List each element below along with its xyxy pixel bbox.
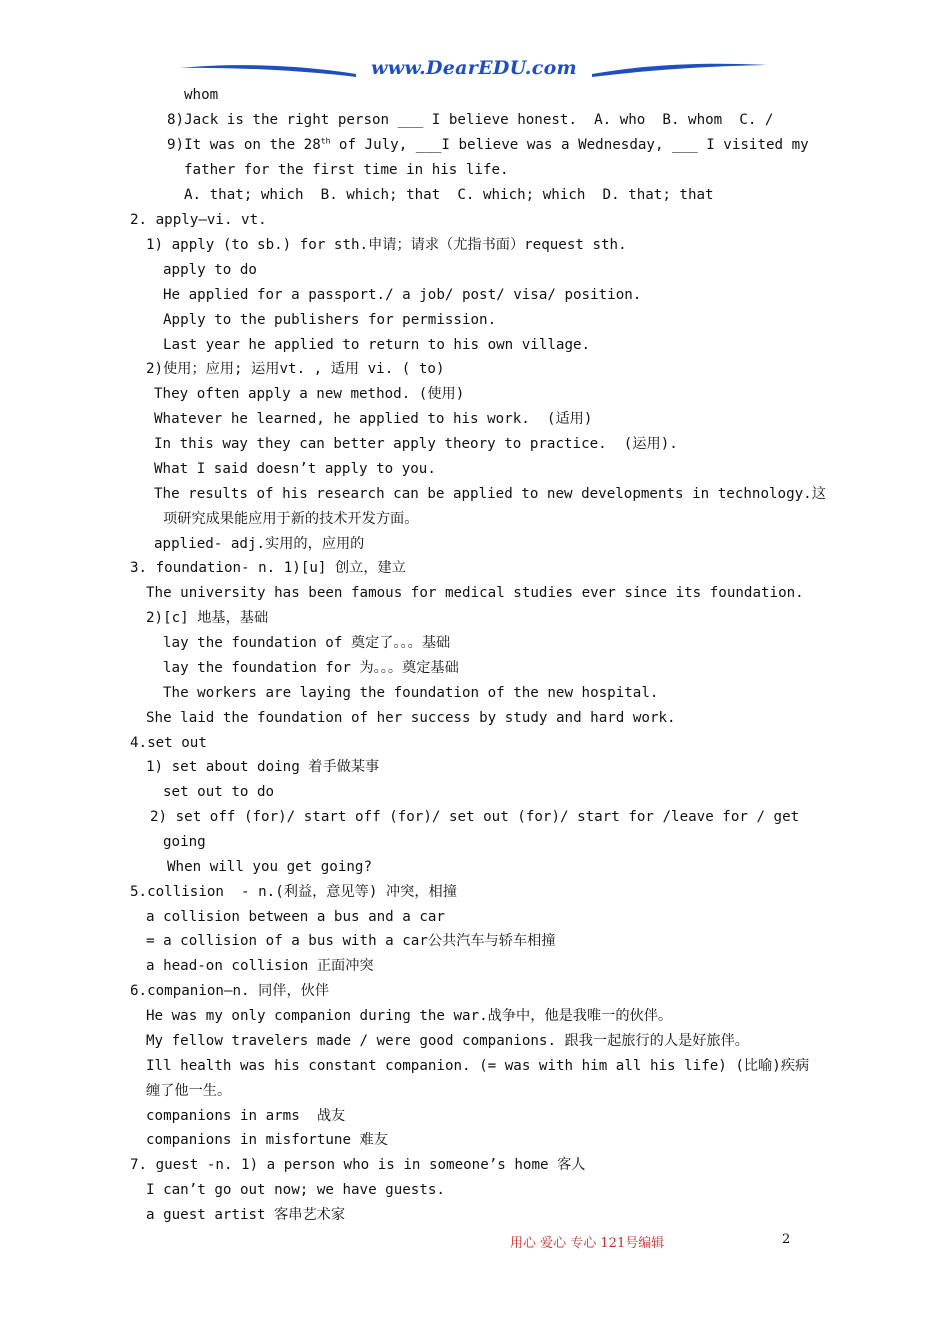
site-url[interactable]: www.DearEDU.com: [371, 57, 577, 79]
text-line: When will you get going?: [167, 859, 372, 875]
text-line: father for the first time in his life.: [184, 162, 509, 178]
text-line: 5.collision - n.(利益，意见等) 冲突，相撞: [130, 884, 457, 900]
text-line: A. that; which B. which; that C. which; which D. that; that: [184, 187, 714, 203]
text-line: They often apply a new method. (使用): [154, 386, 465, 402]
text-line: companions in misfortune 难友: [146, 1132, 388, 1148]
text-line: The workers are laying the foundation of the new hospital.: [163, 685, 659, 701]
text-line: He was my only companion during the war.战争中，他是我唯一的伙伴。: [146, 1008, 673, 1024]
text-line: whom: [184, 87, 219, 103]
text-line: 2)[c] 地基，基础: [146, 610, 269, 626]
text-line: 2)使用；应用; 运用vt. , 适用 vi. ( to): [146, 361, 445, 377]
text-line: What I said doesn’t apply to you.: [154, 461, 436, 477]
text-line: 缠了他一生。: [146, 1083, 232, 1099]
text-line: 1) apply (to sb.) for sth.申请；请求（尤指书面）request sth.: [146, 237, 627, 253]
text-line: lay the foundation for 为。。。奠定基础: [163, 660, 459, 676]
text-line: 3. foundation- n. 1)[u] 创立，建立: [130, 560, 406, 576]
text-line: apply to do: [163, 262, 257, 278]
text-line: a head-on collision 正面冲突: [146, 958, 374, 974]
text-line: Ill health was his constant companion. (= was with him all his life) (比喻)疾病: [146, 1058, 810, 1074]
text-line: 项研究成果能应用于新的技术开发方面。: [163, 511, 419, 527]
text-line: set out to do: [163, 784, 275, 800]
text-line: 7. guest -n. 1) a person who is in someone’s home 客人: [130, 1157, 586, 1173]
text-line: a guest artist 客串艺术家: [146, 1207, 346, 1223]
text-line: applied- adj.实用的，应用的: [154, 536, 365, 552]
text-line: going: [163, 834, 206, 850]
text-line: Apply to the publishers for permission.: [163, 312, 497, 328]
text-fragment: of July, ___I believe was a Wednesday, ___ I visited my: [330, 137, 809, 153]
text-line: Last year he applied to return to his own village.: [163, 337, 591, 353]
text-line: 1) set about doing 着手做某事: [146, 759, 380, 775]
text-line: I can’t go out now; we have guests.: [146, 1182, 445, 1198]
page-number: 2: [782, 1232, 791, 1247]
text-line: In this way they can better apply theory to practice. (运用).: [154, 436, 678, 452]
text-line: My fellow travelers made / were good companions. 跟我一起旅行的人是好旅伴。: [146, 1033, 749, 1049]
text-line-with-superscript: [167, 136, 809, 154]
text-line: Whatever he learned, he applied to his work. (适用): [154, 411, 593, 427]
text-line: 6.companion—n. 同伴，伙伴: [130, 983, 330, 999]
text-line: companions in arms 战友: [146, 1108, 346, 1124]
text-line: 8)Jack is the right person ___ I believe honest. A. who B. whom C. /: [167, 112, 774, 128]
text-line: = a collision of a bus with a car公共汽车与轿车相撞: [146, 933, 556, 949]
text-line: 2) set off (for)/ start off (for)/ set out (for)/ start for /leave for / get: [150, 809, 800, 825]
text-fragment: 9)It was on the 28: [167, 137, 321, 153]
text-line: a collision between a bus and a car: [146, 909, 445, 925]
text-line: lay the foundation of 奠定了。。。基础: [163, 635, 451, 651]
text-line: 4.set out: [130, 735, 207, 751]
footer-note: 用心 爱心 专心 121号编辑: [510, 1236, 665, 1251]
superscript: th: [320, 136, 331, 146]
site-header: [178, 56, 770, 86]
text-line: He applied for a passport./ a job/ post/ visa/ position.: [163, 287, 642, 303]
text-line: 2. apply—vi. vt.: [130, 212, 267, 228]
text-line: She laid the foundation of her success by study and hard work.: [146, 710, 676, 726]
text-line: The results of his research can be applied to new developments in technology.这: [154, 486, 826, 502]
text-line: The university has been famous for medical studies ever since its foundation.: [146, 585, 804, 601]
